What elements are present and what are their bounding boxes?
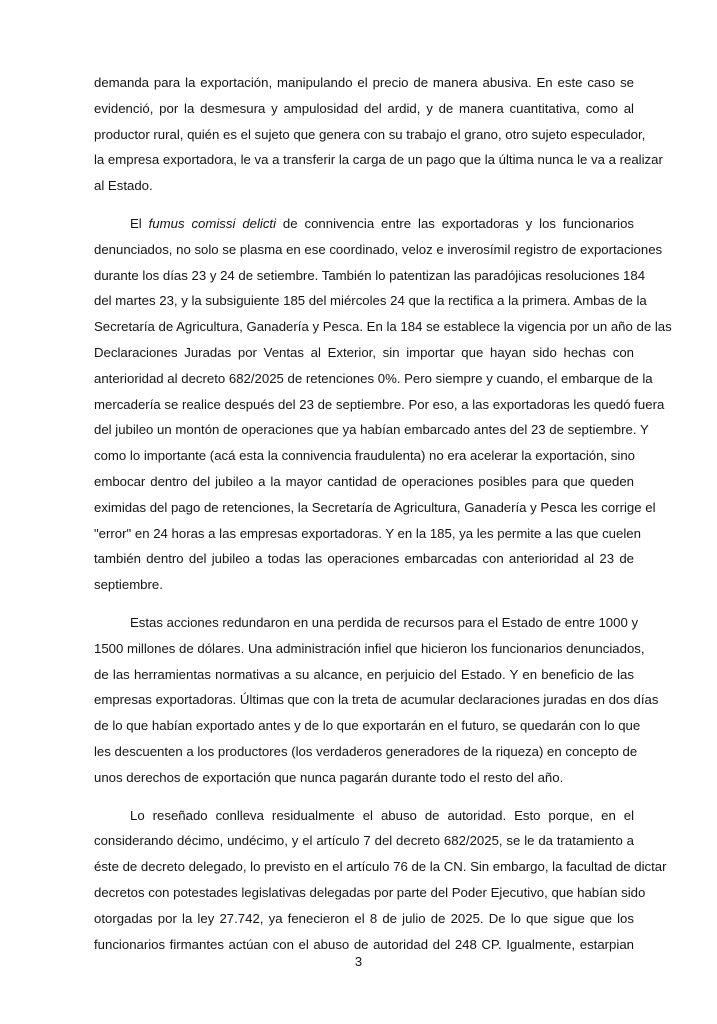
text-line: Secretaría de Agricultura, Ganadería y Pesca. En la 184 se establece la vigencia por un año de las	[94, 319, 672, 335]
text-line: como lo importante (acá esta la connivencia fraudulenta) no era acelerar la exportación, sino	[94, 448, 635, 464]
text-line: también dentro del jubileo a todas las operaciones embarcadas con anterioridad al 23 de	[94, 551, 634, 567]
text-line: Lo reseñado conlleva residualmente el abuso de autoridad. Esto porque, en el	[130, 807, 634, 823]
text-line: considerando décimo, undécimo, y el artículo 7 del decreto 682/2025, se le da tratamiento a	[94, 833, 634, 849]
page-number: 3	[354, 954, 363, 969]
text-line: Declaraciones Juradas por Ventas al Exterior, sin importar que hayan sido hechas con	[94, 344, 634, 360]
text-line: demanda para la exportación, manipulando el precio de manera abusiva. En este caso se	[94, 75, 634, 90]
text-line: de las herramientas normativas a su alcance, en perjuicio del Estado. Y en beneficio de las	[94, 666, 634, 682]
paragraph-2	[94, 211, 672, 598]
text-line: productor rural, quién es el sujeto que genera con su trabajo el grano, otro sujeto especulador,	[94, 126, 646, 142]
text-line: empresas exportadoras. Últimas que con la treta de acumular declaraciones juradas en dos días	[94, 692, 659, 708]
text-line: la empresa exportadora, le va a transferir la carga de un pago que la última nunca le va a realizar	[94, 152, 663, 168]
text-line: "error" en 24 horas a las empresas exportadoras. Y en la 185, ya les permite a las que cuelen	[94, 525, 641, 541]
text-line: 1500 millones de dólares. Una administración infiel que hicieron los funcionarios denunciados,	[94, 640, 645, 656]
text-line: del martes 23, y la subsiguiente 185 del miércoles 24 que la rectifica a la primera. Ambas de la	[94, 293, 647, 309]
text-line: de lo que habían exportado antes y de lo que exportarán en el futuro, se quedarán con lo que	[94, 718, 641, 734]
text-line: anterioridad al decreto 682/2025 de retenciones 0%. Pero siempre y cuando, el embarque de la	[94, 370, 653, 386]
text-line: éste de decreto delegado, lo previsto en el artículo 76 de la CN. Sin embargo, la facultad de dictar	[94, 859, 667, 875]
lead-text: El	[130, 215, 149, 231]
lead-rest: de connivencia entre las exportadoras y los funcionarios	[276, 215, 635, 231]
document-body	[94, 70, 672, 957]
paragraph-3	[94, 610, 659, 791]
text-line: unos derechos de exportación que nunca pagarán durante todo el resto del año.	[94, 769, 564, 785]
latin-phrase: fumus comissi delicti	[148, 215, 277, 231]
text-line: decretos con potestades legislativas delegadas por parte del Poder Ejecutivo, que habían sido	[94, 884, 646, 900]
text-line: del jubileo un montón de operaciones que ya habían embarcado antes del 23 de septiembre. Y	[94, 422, 649, 438]
text-line: al Estado.	[94, 178, 153, 194]
text-line: septiembre.	[94, 577, 163, 593]
text-line: durante los días 23 y 24 de setiembre. También lo patentizan las paradójicas resoluciones 184	[94, 267, 646, 283]
text-line	[94, 211, 634, 237]
text-line: Estas acciones redundaron en una perdida de recursos para el Estado de entre 1000 y	[130, 614, 639, 630]
text-line: mercadería se realice después del 23 de septiembre. Por eso, a las exportadoras les quedó fuera	[94, 396, 665, 412]
text-line: eximidas del pago de retenciones, la Secretaría de Agricultura, Ganadería y Pesca les corrige el	[94, 499, 656, 515]
text-line: funcionarios firmantes actúan con el abuso de autoridad del 248 CP. Igualmente, estarpian	[94, 936, 634, 952]
text-line: denunciados, no solo se plasma en ese coordinado, veloz e inverosímil registro de exportaciones	[94, 241, 663, 257]
text-line: embocar dentro del jubileo a la mayor cantidad de operaciones posibles para que queden	[94, 473, 634, 489]
text-line: otorgadas por la ley 27.742, ya fenecieron el 8 de julio de 2025. De lo que sigue que los	[94, 910, 634, 926]
text-line: les descuenten a los productores (los verdaderos generadores de la riqueza) en concepto de	[94, 743, 638, 759]
paragraph-1	[94, 70, 663, 199]
text-line: evidenció, por la desmesura y ampulosidad del ardid, y de manera cuantitativa, como al	[94, 100, 634, 116]
paragraph-4	[94, 803, 667, 958]
